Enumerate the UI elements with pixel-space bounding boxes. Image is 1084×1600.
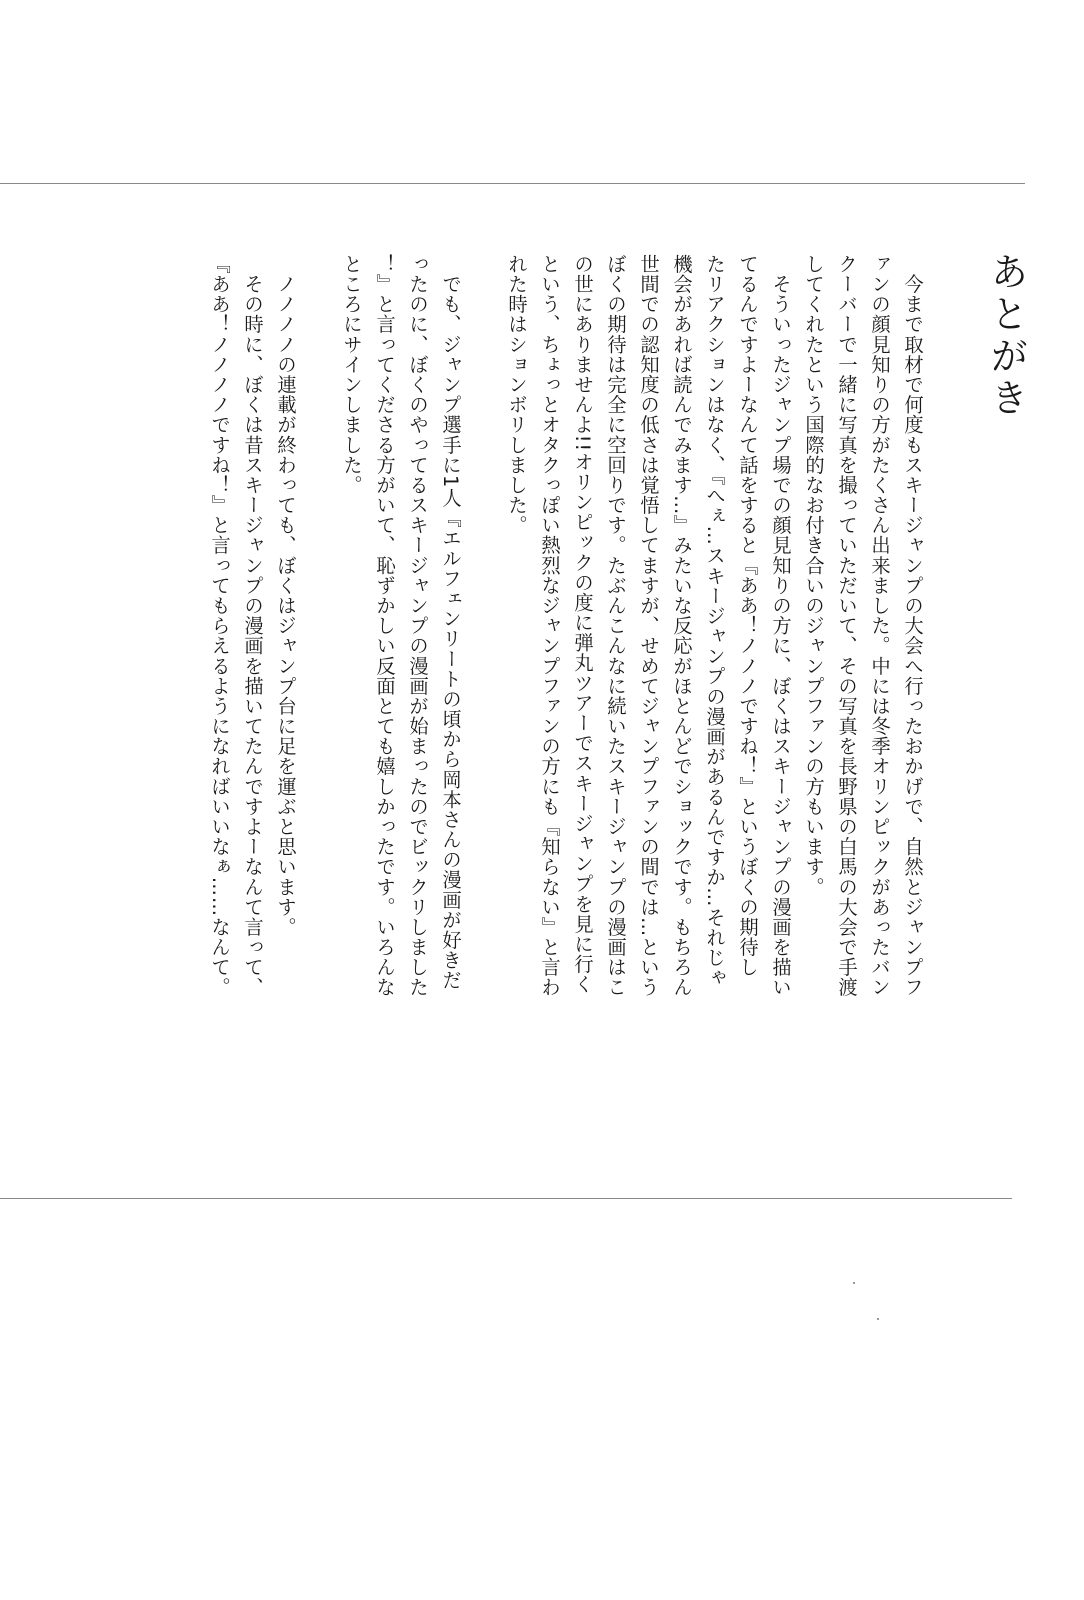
- paper-speck: [853, 1282, 855, 1284]
- body-line: そういったジャンプ場での顔見知りの方に、ぼくはスキージャンプの漫画を描い: [769, 254, 792, 998]
- paper-speck: [877, 1318, 879, 1320]
- body-line: 世間での認知度の低さは覚悟してますが、せめてジャンプファンの間では…という: [637, 254, 660, 998]
- body-line: ったのに、ぼくのやってるスキージャンプの漫画が始まったのでビックリしました: [406, 254, 429, 998]
- body-line: てるんですよーなんて話をすると『ああ！ノノノですね！』というぼくの期待し: [736, 254, 759, 978]
- body-line: という、ちょっとオタクっぽい熱烈なジャンプファンの方にも『知らない』と言わ: [538, 254, 561, 998]
- body-line: 今まで取材で何度もスキージャンプの大会へ行ったおかげで、自然とジャンプフ: [901, 254, 924, 998]
- top-divider: [0, 183, 1025, 184]
- body-line: ノノノノの連載が終わっても、ぼくはジャンプ台に足を運ぶと思います。: [274, 254, 297, 938]
- body-line: でも、ジャンプ選手に1人『エルフェンリートの頃から岡本さんの漫画が好きだ: [439, 254, 462, 991]
- body-line: れた時はションボリしました。: [505, 254, 528, 536]
- bottom-divider: [0, 1198, 1012, 1199]
- body-line: [303, 254, 333, 1154]
- body-line: の世にありませんよ!!オリンピックの度に弾丸ツアーでスキージャンプを見に行く: [571, 254, 594, 995]
- body-line: ！』と言ってくださる方がいて、恥ずかしい反面とても嬉しかったです。いろんな: [373, 254, 396, 998]
- body-line: ァンの顔見知りの方がたくさん出来ました。中には冬季オリンピックがあったバン: [868, 254, 891, 998]
- page-title: あとがき: [984, 252, 1028, 420]
- body-line: [468, 254, 498, 1154]
- body-line: クーバーで一緒に写真を撮っていただいて、その写真を長野県の白馬の大会で手渡: [835, 254, 858, 998]
- body-line: ところにサインしました。: [340, 254, 363, 496]
- body-line: 機会があれば読んでみます…』みたいな反応がほとんどでショックです。もちろん: [670, 254, 693, 998]
- body-line: その時に、ぼくは昔スキージャンプの漫画を描いてたんですよーなんて言って、: [241, 254, 264, 998]
- body-line: 『ああ！ノノノノですね！』と言ってもらえるようになればいいなぁ……なんて。: [208, 254, 231, 998]
- body-line: してくれたという国際的なお付き合いのジャンプファンの方もいます。: [802, 254, 825, 897]
- body-line: ぼくの期待は完全に空回りです。たぶんこんなに続いたスキージャンプの漫画はこ: [604, 254, 627, 998]
- body-line: たリアクションはなく、『へぇ…スキージャンプの漫画があるんですか…それじゃ: [703, 254, 726, 988]
